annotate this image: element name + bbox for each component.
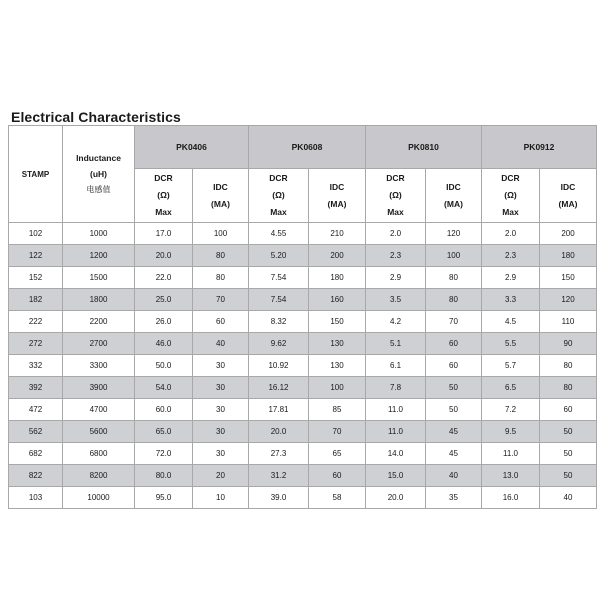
idc-cell: 60 bbox=[426, 333, 482, 355]
idc-cell: 70 bbox=[193, 289, 249, 311]
dcr-cell: 26.0 bbox=[135, 311, 193, 333]
dcr-cell: 5.20 bbox=[249, 245, 309, 267]
inductance-cell: 10000 bbox=[63, 487, 135, 509]
dcr-cell: 39.0 bbox=[249, 487, 309, 509]
dcr-cell: 95.0 bbox=[135, 487, 193, 509]
dcr-header-pk0912 bbox=[482, 169, 540, 223]
idc-cell: 70 bbox=[309, 421, 366, 443]
inductance-cell: 5600 bbox=[63, 421, 135, 443]
table-row bbox=[9, 399, 597, 421]
inductance-header-unit: (uH) bbox=[90, 169, 107, 179]
dcr-cell: 15.0 bbox=[366, 465, 426, 487]
dcr-cell: 13.0 bbox=[482, 465, 540, 487]
stamp-cell: 682 bbox=[9, 443, 63, 465]
dcr-header-text: (Ω) bbox=[504, 190, 517, 200]
idc-cell: 100 bbox=[309, 377, 366, 399]
dcr-header-text: Max bbox=[270, 207, 287, 217]
inductance-cell: 1200 bbox=[63, 245, 135, 267]
dcr-header-pk0406 bbox=[135, 169, 193, 223]
dcr-header-text: DCR bbox=[501, 173, 520, 183]
dcr-cell: 5.7 bbox=[482, 355, 540, 377]
stamp-cell: 272 bbox=[9, 333, 63, 355]
dcr-header-text: Max bbox=[502, 207, 519, 217]
stamp-cell: 103 bbox=[9, 487, 63, 509]
table-row bbox=[9, 333, 597, 355]
dcr-cell: 80.0 bbox=[135, 465, 193, 487]
idc-cell: 85 bbox=[309, 399, 366, 421]
stamp-cell: 562 bbox=[9, 421, 63, 443]
inductance-cell: 4700 bbox=[63, 399, 135, 421]
idc-header-text: IDC bbox=[446, 181, 461, 192]
idc-header-text: (MA) bbox=[444, 198, 463, 209]
stamp-cell: 122 bbox=[9, 245, 63, 267]
idc-header-pk0608 bbox=[309, 169, 366, 223]
idc-cell: 20 bbox=[193, 465, 249, 487]
dcr-cell: 4.5 bbox=[482, 311, 540, 333]
idc-cell: 30 bbox=[193, 421, 249, 443]
idc-cell: 30 bbox=[193, 355, 249, 377]
dcr-cell: 5.5 bbox=[482, 333, 540, 355]
dcr-header-text: (Ω) bbox=[157, 190, 170, 200]
idc-cell: 200 bbox=[309, 245, 366, 267]
dcr-header-text: Max bbox=[155, 207, 172, 217]
section-title: Electrical Characteristics bbox=[11, 109, 181, 125]
stamp-header: STAMP bbox=[9, 126, 63, 223]
idc-cell: 60 bbox=[540, 399, 597, 421]
stamp-cell: 182 bbox=[9, 289, 63, 311]
dcr-cell: 20.0 bbox=[366, 487, 426, 509]
table-row bbox=[9, 245, 597, 267]
dcr-cell: 20.0 bbox=[135, 245, 193, 267]
idc-cell: 30 bbox=[193, 377, 249, 399]
table-row bbox=[9, 377, 597, 399]
idc-cell: 210 bbox=[309, 223, 366, 245]
dcr-cell: 10.92 bbox=[249, 355, 309, 377]
idc-header-pk0406 bbox=[193, 169, 249, 223]
dcr-cell: 7.2 bbox=[482, 399, 540, 421]
idc-cell: 150 bbox=[540, 267, 597, 289]
dcr-cell: 9.5 bbox=[482, 421, 540, 443]
idc-cell: 65 bbox=[309, 443, 366, 465]
dcr-header-text: DCR bbox=[154, 173, 173, 183]
dcr-cell: 54.0 bbox=[135, 377, 193, 399]
model-header-pk0912: PK0912 bbox=[482, 126, 597, 169]
idc-cell: 60 bbox=[426, 355, 482, 377]
dcr-cell: 20.0 bbox=[249, 421, 309, 443]
inductance-cell: 2200 bbox=[63, 311, 135, 333]
idc-cell: 50 bbox=[540, 421, 597, 443]
idc-cell: 120 bbox=[426, 223, 482, 245]
idc-cell: 30 bbox=[193, 399, 249, 421]
idc-cell: 150 bbox=[309, 311, 366, 333]
table-row bbox=[9, 355, 597, 377]
stamp-cell: 472 bbox=[9, 399, 63, 421]
dcr-header-text: (Ω) bbox=[389, 190, 402, 200]
dcr-cell: 5.1 bbox=[366, 333, 426, 355]
idc-cell: 80 bbox=[193, 267, 249, 289]
stamp-cell: 222 bbox=[9, 311, 63, 333]
dcr-cell: 6.1 bbox=[366, 355, 426, 377]
dcr-cell: 31.2 bbox=[249, 465, 309, 487]
idc-cell: 50 bbox=[426, 377, 482, 399]
dcr-cell: 17.81 bbox=[249, 399, 309, 421]
stamp-cell: 822 bbox=[9, 465, 63, 487]
dcr-cell: 50.0 bbox=[135, 355, 193, 377]
dcr-cell: 46.0 bbox=[135, 333, 193, 355]
idc-cell: 50 bbox=[426, 399, 482, 421]
idc-header-text: (MA) bbox=[327, 198, 347, 209]
idc-cell: 45 bbox=[426, 443, 482, 465]
model-header-pk0810: PK0810 bbox=[366, 126, 482, 169]
stamp-cell: 332 bbox=[9, 355, 63, 377]
inductance-header-cn: 电感值 bbox=[86, 185, 111, 194]
stamp-cell: 102 bbox=[9, 223, 63, 245]
idc-cell: 90 bbox=[540, 333, 597, 355]
table-row bbox=[9, 267, 597, 289]
idc-cell: 45 bbox=[426, 421, 482, 443]
idc-cell: 60 bbox=[309, 465, 366, 487]
idc-cell: 80 bbox=[193, 245, 249, 267]
idc-cell: 40 bbox=[193, 333, 249, 355]
inductance-cell: 1500 bbox=[63, 267, 135, 289]
idc-cell: 120 bbox=[540, 289, 597, 311]
idc-cell: 100 bbox=[426, 245, 482, 267]
idc-cell: 40 bbox=[540, 487, 597, 509]
dcr-cell: 11.0 bbox=[366, 399, 426, 421]
dcr-cell: 9.62 bbox=[249, 333, 309, 355]
idc-cell: 130 bbox=[309, 333, 366, 355]
idc-cell: 50 bbox=[540, 465, 597, 487]
dcr-cell: 7.54 bbox=[249, 289, 309, 311]
idc-cell: 50 bbox=[540, 443, 597, 465]
dcr-header-text: DCR bbox=[269, 173, 288, 183]
dcr-cell: 25.0 bbox=[135, 289, 193, 311]
model-header-pk0406: PK0406 bbox=[135, 126, 249, 169]
inductance-header bbox=[63, 126, 135, 223]
idc-cell: 70 bbox=[426, 311, 482, 333]
dcr-cell: 65.0 bbox=[135, 421, 193, 443]
inductance-cell: 1000 bbox=[63, 223, 135, 245]
inductance-cell: 3900 bbox=[63, 377, 135, 399]
table-row bbox=[9, 223, 597, 245]
electrical-characteristics-table bbox=[8, 125, 597, 509]
dcr-cell: 3.5 bbox=[366, 289, 426, 311]
dcr-cell: 22.0 bbox=[135, 267, 193, 289]
stamp-cell: 152 bbox=[9, 267, 63, 289]
dcr-cell: 8.32 bbox=[249, 311, 309, 333]
dcr-cell: 3.3 bbox=[482, 289, 540, 311]
dcr-cell: 2.3 bbox=[366, 245, 426, 267]
inductance-header-label: Inductance bbox=[76, 153, 121, 163]
dcr-cell: 2.9 bbox=[482, 267, 540, 289]
table-row bbox=[9, 487, 597, 509]
dcr-cell: 72.0 bbox=[135, 443, 193, 465]
dcr-cell: 2.0 bbox=[366, 223, 426, 245]
dcr-cell: 7.54 bbox=[249, 267, 309, 289]
idc-cell: 160 bbox=[309, 289, 366, 311]
dcr-cell: 4.55 bbox=[249, 223, 309, 245]
dcr-cell: 6.5 bbox=[482, 377, 540, 399]
dcr-header-pk0608 bbox=[249, 169, 309, 223]
idc-cell: 80 bbox=[426, 289, 482, 311]
idc-cell: 58 bbox=[309, 487, 366, 509]
stamp-cell: 392 bbox=[9, 377, 63, 399]
table-body bbox=[9, 223, 597, 509]
dcr-header-text: Max bbox=[387, 207, 404, 217]
table-row bbox=[9, 311, 597, 333]
dcr-cell: 2.3 bbox=[482, 245, 540, 267]
idc-header-text: (MA) bbox=[211, 198, 230, 209]
dcr-cell: 60.0 bbox=[135, 399, 193, 421]
inductance-cell: 6800 bbox=[63, 443, 135, 465]
inductance-cell: 3300 bbox=[63, 355, 135, 377]
table-row bbox=[9, 421, 597, 443]
dcr-header-text: DCR bbox=[386, 173, 405, 183]
idc-cell: 80 bbox=[540, 377, 597, 399]
dcr-cell: 17.0 bbox=[135, 223, 193, 245]
dcr-cell: 27.3 bbox=[249, 443, 309, 465]
dcr-cell: 7.8 bbox=[366, 377, 426, 399]
dcr-header-pk0810 bbox=[366, 169, 426, 223]
idc-header-text: IDC bbox=[213, 181, 228, 192]
inductance-cell: 8200 bbox=[63, 465, 135, 487]
idc-cell: 200 bbox=[540, 223, 597, 245]
table-row bbox=[9, 465, 597, 487]
idc-cell: 180 bbox=[540, 245, 597, 267]
idc-header-text: IDC bbox=[560, 181, 576, 192]
dcr-cell: 14.0 bbox=[366, 443, 426, 465]
model-header-pk0608: PK0608 bbox=[249, 126, 366, 169]
inductance-cell: 1800 bbox=[63, 289, 135, 311]
idc-cell: 130 bbox=[309, 355, 366, 377]
idc-cell: 80 bbox=[540, 355, 597, 377]
idc-cell: 40 bbox=[426, 465, 482, 487]
table-row bbox=[9, 289, 597, 311]
table-row bbox=[9, 443, 597, 465]
dcr-cell: 2.9 bbox=[366, 267, 426, 289]
dcr-cell: 4.2 bbox=[366, 311, 426, 333]
dcr-cell: 11.0 bbox=[482, 443, 540, 465]
idc-header-pk0912 bbox=[540, 169, 597, 223]
dcr-cell: 11.0 bbox=[366, 421, 426, 443]
idc-cell: 10 bbox=[193, 487, 249, 509]
idc-header-text: (MA) bbox=[558, 198, 578, 209]
inductance-cell: 2700 bbox=[63, 333, 135, 355]
idc-cell: 30 bbox=[193, 443, 249, 465]
idc-cell: 110 bbox=[540, 311, 597, 333]
idc-cell: 100 bbox=[193, 223, 249, 245]
idc-header-text: IDC bbox=[329, 181, 345, 192]
dcr-cell: 16.12 bbox=[249, 377, 309, 399]
dcr-cell: 16.0 bbox=[482, 487, 540, 509]
idc-cell: 35 bbox=[426, 487, 482, 509]
dcr-cell: 2.0 bbox=[482, 223, 540, 245]
dcr-header-text: (Ω) bbox=[272, 190, 285, 200]
idc-cell: 180 bbox=[309, 267, 366, 289]
idc-header-pk0810 bbox=[426, 169, 482, 223]
idc-cell: 60 bbox=[193, 311, 249, 333]
idc-cell: 80 bbox=[426, 267, 482, 289]
